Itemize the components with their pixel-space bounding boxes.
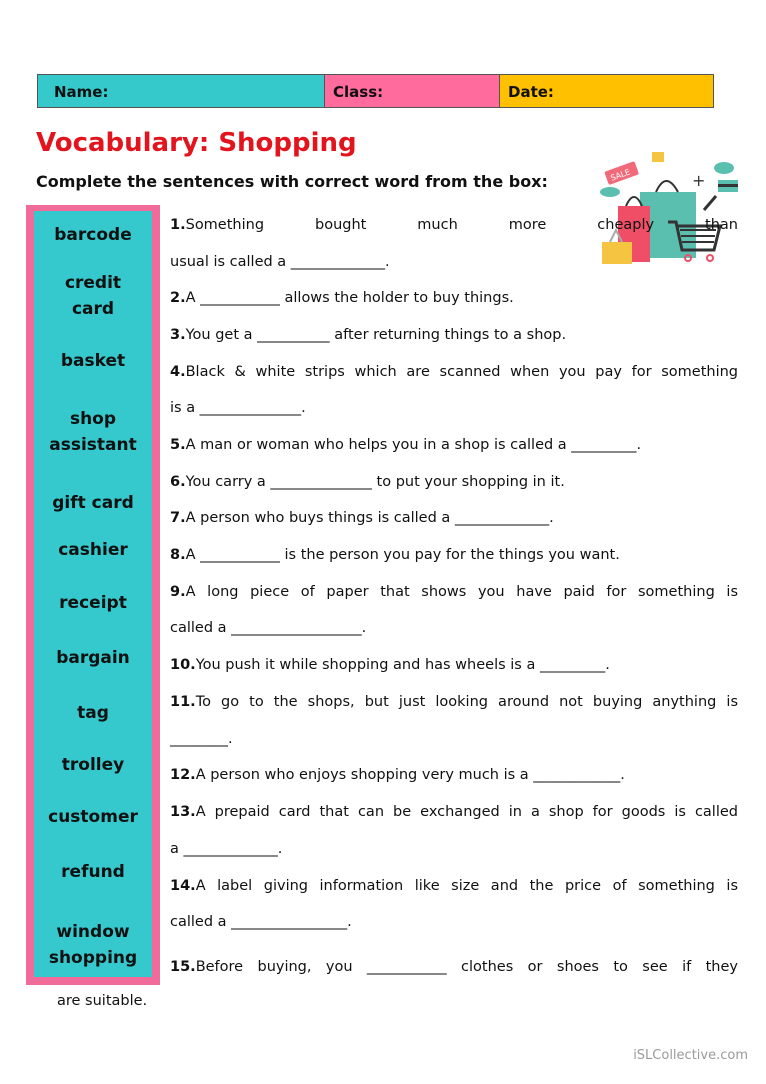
word-box-item: shop	[69, 409, 117, 429]
date-field[interactable]	[499, 74, 714, 108]
word-box-item: window	[56, 922, 130, 942]
question-number: 11.	[170, 694, 196, 710]
question-line	[170, 655, 738, 675]
question-text: A label giving information like size and the price of something is	[195, 878, 738, 894]
word-box-item: card	[71, 299, 115, 319]
question-line: are suitable.	[57, 993, 148, 1009]
question-line	[170, 472, 738, 492]
word-box-item: customer	[48, 807, 138, 827]
class-field[interactable]	[324, 74, 500, 108]
question-text: A ___________ is the person you pay for the things you want.	[185, 547, 620, 563]
class-label: Class:	[333, 83, 384, 101]
word-box	[26, 205, 160, 985]
word-box-item: bargain	[56, 648, 130, 668]
footer-watermark: iSLCollective.com	[633, 1048, 748, 1063]
shopping-clipart	[596, 150, 742, 268]
question-number: 9.	[170, 584, 186, 600]
question-line	[170, 545, 738, 565]
question-line	[170, 288, 738, 308]
question-number: 2.	[170, 290, 186, 306]
question-text: A man or woman who helps you in a shop is called a _________.	[185, 437, 642, 453]
word-box-item: refund	[61, 862, 125, 882]
question-line	[170, 957, 738, 977]
question-line	[170, 765, 738, 785]
question-number: 3.	[170, 327, 186, 343]
question-line	[170, 802, 738, 822]
word-box-inner	[34, 211, 152, 977]
question-number: 10.	[170, 657, 196, 673]
question-line	[170, 912, 738, 932]
question-line	[170, 618, 738, 638]
question-text: Black & white strips which are scanned when you pay for something	[185, 364, 738, 380]
question-text: usual is called a _____________.	[170, 254, 390, 270]
question-text: ________.	[170, 731, 233, 747]
question-line	[170, 729, 738, 749]
question-number: 6.	[170, 474, 186, 490]
question-line	[170, 435, 738, 455]
question-line	[170, 508, 738, 528]
question-text: called a ________________.	[170, 914, 352, 930]
question-number: 5.	[170, 437, 186, 453]
name-field[interactable]	[37, 74, 325, 108]
question-line	[170, 362, 738, 382]
question-text: To go to the shops, but just looking around not buying anything is	[195, 694, 738, 710]
question-text: A ___________ allows the holder to buy things.	[185, 290, 514, 306]
sale-tag-text: SALE	[609, 167, 632, 183]
question-text: You get a __________ after returning things to a shop.	[185, 327, 567, 343]
word-box-item: credit	[64, 273, 122, 293]
instructions: Complete the sentences with correct word from the box:	[36, 172, 548, 191]
word-box-item: basket	[60, 351, 126, 371]
word-box-item: assistant	[49, 435, 137, 455]
question-number: 7.	[170, 510, 186, 526]
worksheet-title: Vocabulary: Shopping	[36, 128, 357, 158]
question-line	[170, 325, 738, 345]
question-line	[170, 398, 738, 418]
question-number: 15.	[170, 959, 196, 975]
question-text: A prepaid card that can be exchanged in a shop for goods is called	[195, 804, 738, 820]
question-line	[170, 582, 738, 602]
word-box-item: cashier	[58, 540, 128, 560]
question-number: 8.	[170, 547, 186, 563]
question-text: You push it while shopping and has wheels is a _________.	[195, 657, 610, 673]
question-text: A person who enjoys shopping very much is a ____________.	[195, 767, 625, 783]
name-label: Name:	[54, 83, 109, 101]
question-text: called a __________________.	[170, 620, 367, 636]
question-line	[170, 692, 738, 712]
date-label: Date:	[508, 83, 554, 101]
question-line	[170, 215, 738, 235]
word-box-item: shopping	[48, 948, 138, 968]
question-line	[170, 839, 738, 859]
question-text: You carry a ______________ to put your shopping in it.	[185, 474, 565, 490]
word-box-item: receipt	[59, 593, 127, 613]
question-text: A person who buys things is called a _____________.	[185, 510, 554, 526]
question-text: A long piece of paper that shows you have paid for something is	[185, 584, 738, 600]
question-number: 13.	[170, 804, 196, 820]
question-text: Something bought much more cheaply than	[185, 217, 738, 233]
question-number: 14.	[170, 878, 196, 894]
word-box-item: gift card	[52, 493, 134, 513]
word-box-item: trolley	[61, 755, 125, 775]
question-text: a _____________.	[170, 841, 283, 857]
question-number: 4.	[170, 364, 186, 380]
question-text: Before buying, you ___________ clothes or shoes to see if they	[195, 959, 738, 975]
word-box-item: barcode	[54, 225, 132, 245]
word-box-item: tag	[77, 703, 109, 723]
question-number: 12.	[170, 767, 196, 783]
question-text: is a ______________.	[170, 400, 306, 416]
question-line	[170, 876, 738, 896]
question-number: 1.	[170, 217, 186, 233]
svg-text:+: +	[692, 171, 706, 190]
question-line	[170, 252, 738, 272]
